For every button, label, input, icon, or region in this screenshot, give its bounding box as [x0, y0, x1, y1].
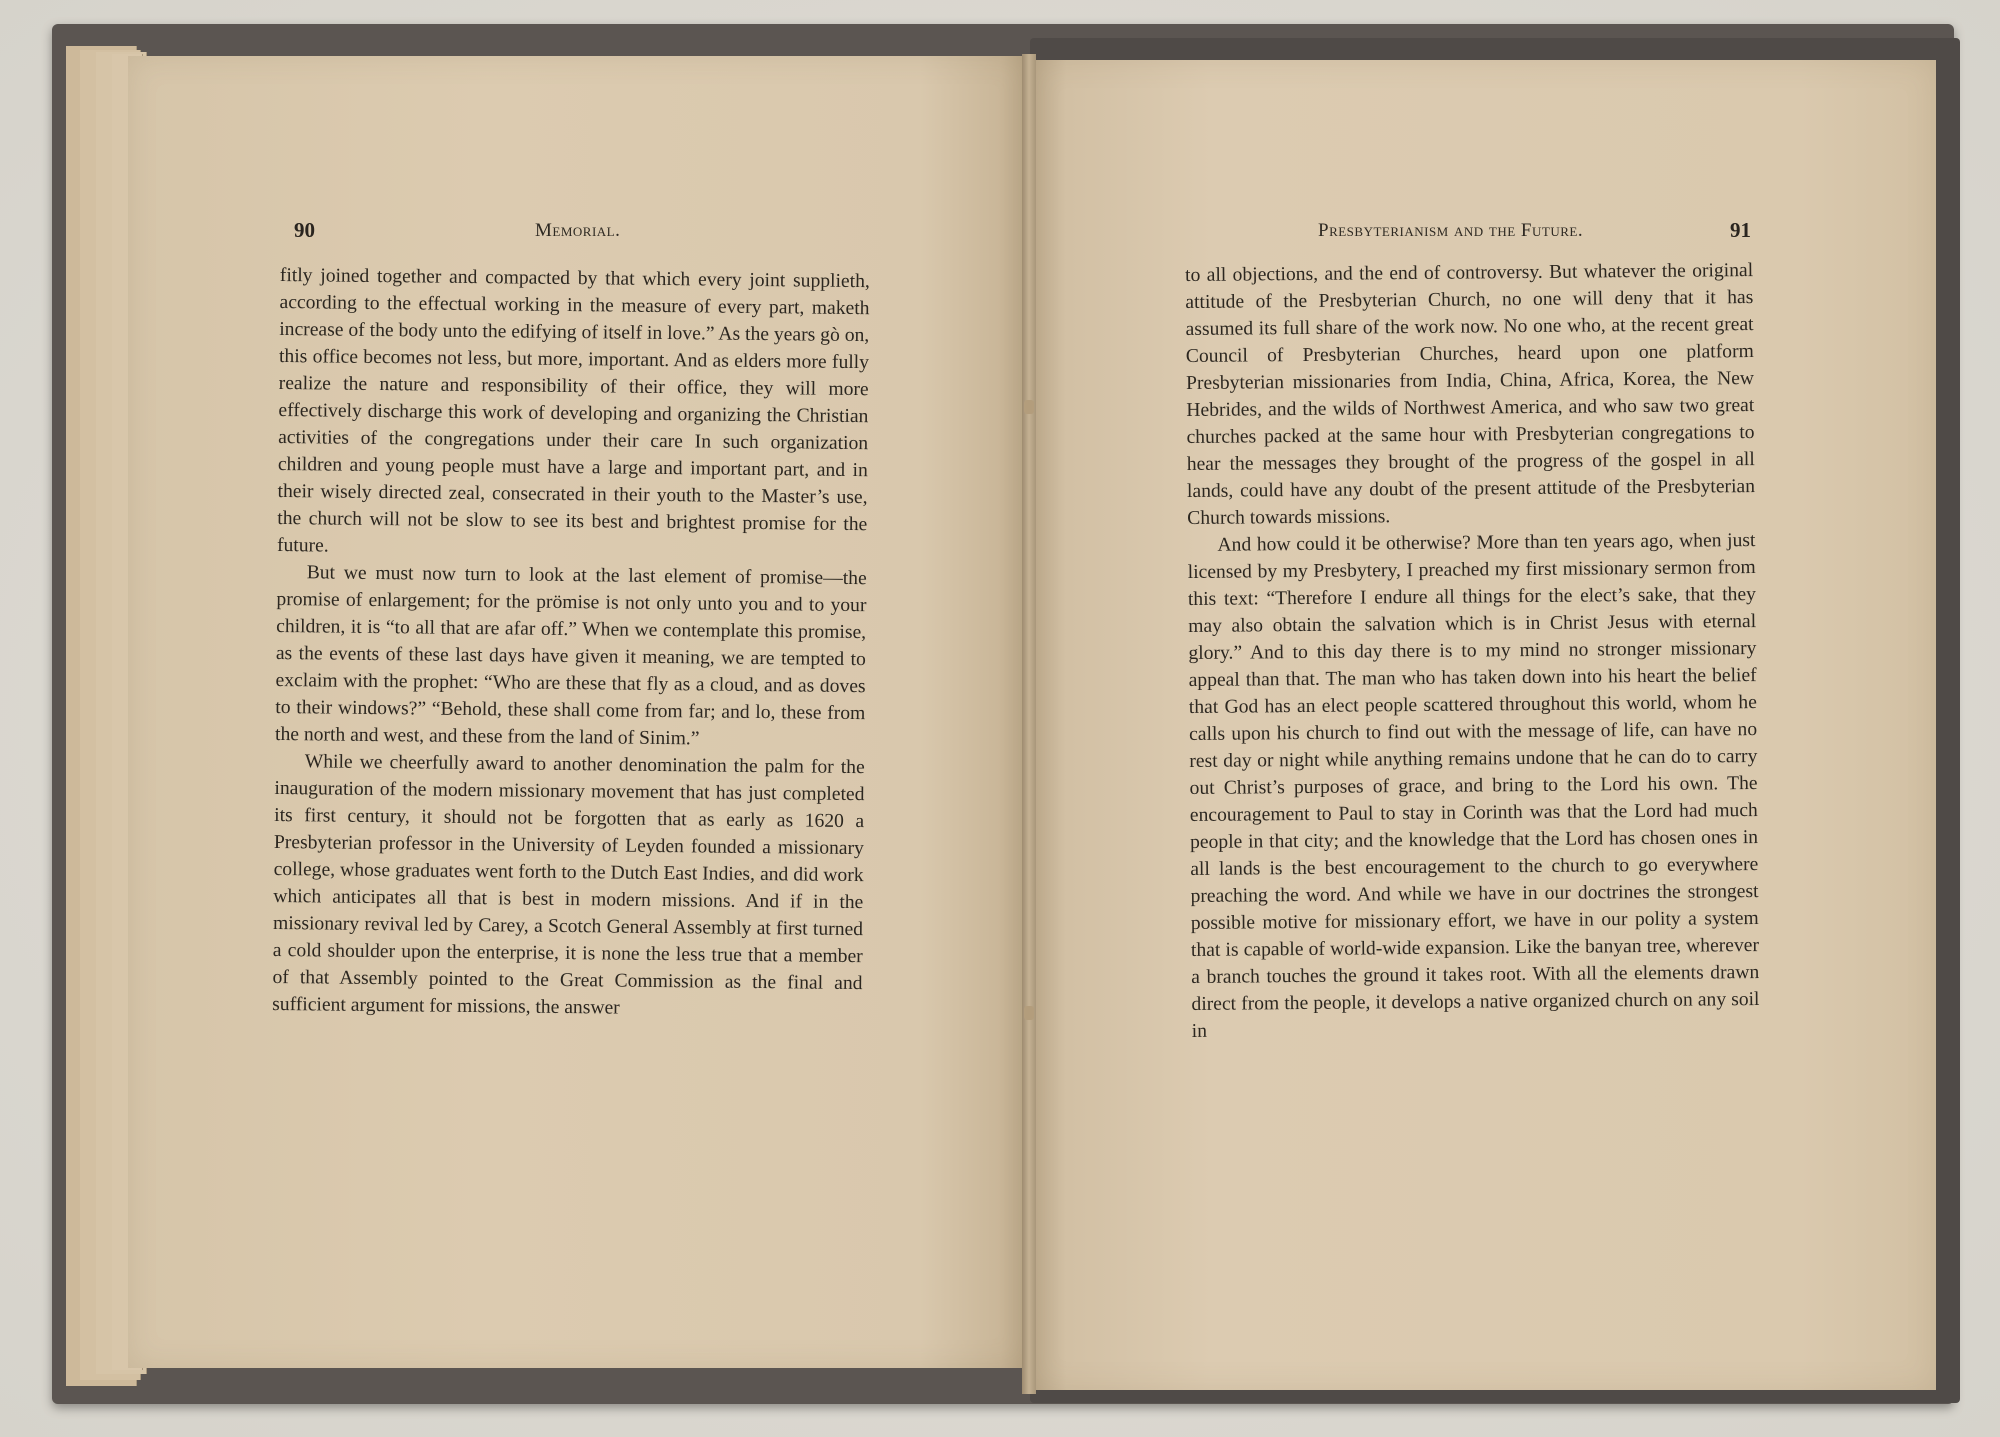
- right-page-text: [1185, 257, 1760, 1045]
- binding-stitch: [1024, 400, 1034, 414]
- left-page-text: [272, 262, 870, 1024]
- page-number-left: 90: [294, 218, 315, 242]
- paragraph: While we cheerfully award to another denomination the palm for the inauguration of the modern missionary movement that has just completed its first century, it should not be forgotten that as early as 1620 a Presbyterian professor in the University of Leyden founded a missionary college, whose graduates went forth to the Dutch East Indies, and did work which anticipates all that is best in modern missions. And if in the missionary revival led by Carey, a Scotch General Assembly at first turned a cold shoulder upon the enterprise, it is none the less true that a member of that Assembly pointed to the Great Commission as the final and sufficient argument for missions, the answer: [272, 751, 865, 1019]
- paragraph: fitly joined together and compacted by that which every joint supplieth, according to the effectual working in the measure of every part, maketh increase of the body unto the edifying of itself in love.” As the years gò on, this office becomes not less, but more, important. And as elders more fully realize the nature and responsibility of their office, they will more effectively discharge this work of developing and organizing the Christian activities of the congregations under their care In such organization children and young people must have a large and important part, and in their wisely directed zeal, consecrated in their youth to the Master’s use, the church will not be slow to see its best and brightest promise for the future.: [276, 264, 870, 557]
- paragraph: to all objections, and the end of controversy. But whatever the original attitude of the Presbyterian Church, no one will deny that it has assumed its full share of the work now. No one who, at the recent great Council of Presbyterian Churches, heard upon one platform Presbyterian missionaries from India, China, Africa, Korea, the New Hebrides, and the wilds of Northwest America, and who saw two great churches packed at the same hour with Presbyterian congregations to hear the messages they brought of the progress of the gospel in all lands, could have any doubt of the present attitude of the Presbyterian Church towards missions.: [1185, 260, 1756, 529]
- binding-stitch: [1024, 1006, 1034, 1020]
- paragraph: But we must now turn to look at the last element of promise—the promise of enlargement; for the prömise is not only unto you and to your children, it is “to all that are afar off.” When we contemplate this promise, as the events of these last days have given it meaning, we are tempted to exclaim with the prophet: “Who are these that fly as a cloud, and as doves to their windows?” “Behold, these shall come from far; and lo, these from the north and west, and these from the land of Sinim.”: [274, 562, 867, 750]
- paragraph: And how could it be otherwise? More than ten years ago, when just licensed by my Presbytery, I preached my first missionary sermon from this text: “Therefore I endure all things for the elect’s sake, that they may also obtain the salvation which is in Christ Jesus with eternal glory.” And to this day there is to my mind no stronger missionary appeal than that. The man who has taken down into his heart the belief that God has an elect people scattered throughout this world, whom he calls upon his church to find out with the message of life, can have no rest day or night while anything remains undone that he can do to carry out Christ’s purposes of grace, and bring to the Lord his own. The encouragement to Paul to stay in Corinth was that the Lord had much people in that city; and the knowledge that the Lord has chosen ones in all lands is the best encouragement to the church to go everywhere preaching the word. And while we have in our doctrines the strongest possible motive for missionary effort, we have in our polity a system that is capable of world-wide expansion. Like the banyan tree, wherever a branch touches the ground it takes root. With all the elements drawn direct from the people, it develops a native organized church on any soil in: [1187, 530, 1760, 1042]
- running-head-left: Memorial.: [535, 220, 621, 241]
- running-head-right: Presbyterianism and the Future.: [1318, 220, 1584, 241]
- page-number-right: 91: [1730, 218, 1751, 242]
- book-gutter: [1022, 54, 1036, 1394]
